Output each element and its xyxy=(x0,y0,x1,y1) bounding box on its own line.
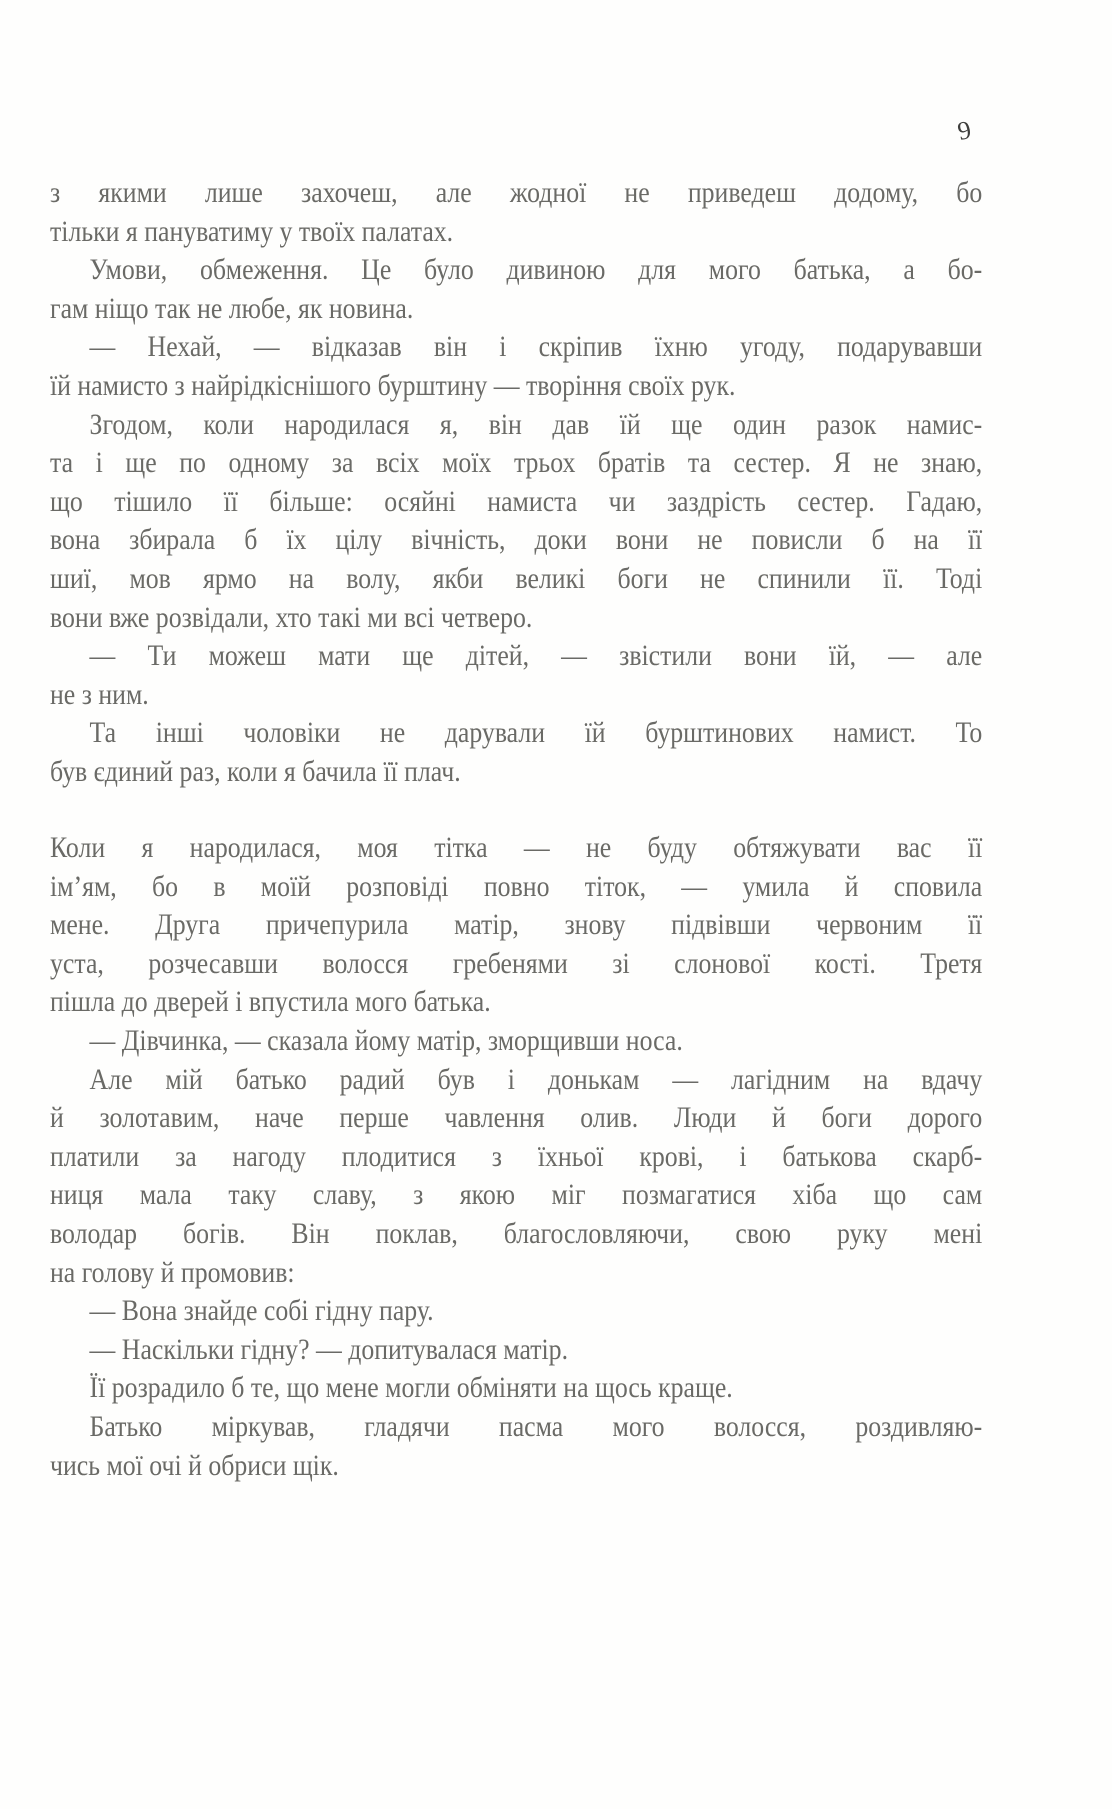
text-line: — Вона знайде собі гідну пару. xyxy=(89,1294,434,1328)
text-line: Згодом, коли народилася я, він дав їй ще один разок намис- xyxy=(89,407,983,441)
text-line: — Нехай, — відказав він і скріпив їхню угоду, подарувавши xyxy=(89,330,983,364)
text-line: їй намисто з найрідкіснішого бурштину — творіння своїх рук. xyxy=(50,368,736,402)
text-line: вона збирала б їх цілу вічність, доки вони не повисли б на її xyxy=(50,523,983,557)
text-line: ім’ям, бо в моїй розповіді повно тіток, — умила й сповила xyxy=(50,869,983,903)
text-line: Її розрадило б те, що мене могли обміняти на щось краще. xyxy=(89,1371,733,1405)
text-line: Коли я народилася, моя тітка — не буду обтяжувати вас її xyxy=(50,831,983,864)
text-line: не з ним. xyxy=(50,677,149,711)
text-line: й золотавим, наче перше чавлення олив. Люди й боги дорого xyxy=(50,1101,983,1135)
text-line: Умови, обмеження. Це було дивиною для мого батька, а бо- xyxy=(89,253,983,287)
page-number: 9 xyxy=(955,114,974,147)
text-line: тільки я пануватиму у твоїх палатах. xyxy=(50,214,454,248)
text-line: гам ніщо так не любе, як новина. xyxy=(50,291,414,325)
text-line: Батько міркував, гладячи пасма мого волосся, роздивляю- xyxy=(89,1409,983,1443)
text-line: був єдиний раз, коли я бачила її плач. xyxy=(50,754,461,788)
text-line: Але мій батько радий був і донькам — лагідним на вдачу xyxy=(89,1062,983,1096)
text-line: володар богів. Він поклав, благословляючи, свою руку мені xyxy=(50,1216,983,1250)
text-line: уста, розчесавши волосся гребенями зі слонової кості. Третя xyxy=(50,946,983,980)
text-line: та і ще по одному за всіх моїх трьох братів та сестер. Я не знаю, xyxy=(50,446,983,480)
text-line: що тішило її більше: осяйні намиста чи заздрість сестер. Гадаю, xyxy=(50,484,983,518)
text-section-2 xyxy=(50,829,983,1485)
text-line: платили за нагоду плодитися з їхньої крові, і батькова скарб- xyxy=(50,1139,983,1173)
text-line: — Дівчинка, — сказала йому матір, зморщивши носа. xyxy=(89,1023,683,1057)
text-line: — Наскільки гідну? — допитувалася матір. xyxy=(89,1332,569,1366)
text-line: шиї, мов ярмо на волу, якби великі боги не спинили її. Тоді xyxy=(50,561,983,595)
text-section-1 xyxy=(50,174,983,792)
text-line: вони вже розвідали, хто такі ми всі четверо. xyxy=(50,600,533,634)
text-line: — Ти можеш мати ще дітей, — звістили вони їй, — але xyxy=(89,639,983,673)
text-line: з якими лише захочеш, але жодної не приведеш додому, бо xyxy=(50,176,983,209)
text-line: чись мої очі й обриси щік. xyxy=(50,1448,339,1482)
text-line: ниця мала таку славу, з якою міг позмагатися хіба що сам xyxy=(50,1178,983,1212)
text-line: пішла до дверей і впустила мого батька. xyxy=(50,985,491,1019)
text-line: мене. Друга причепурила матір, знову підвівши червоним її xyxy=(50,908,983,942)
text-line: на голову й промовив: xyxy=(50,1255,295,1289)
text-line: Та інші чоловіки не дарували їй бурштинових намист. То xyxy=(89,716,983,750)
